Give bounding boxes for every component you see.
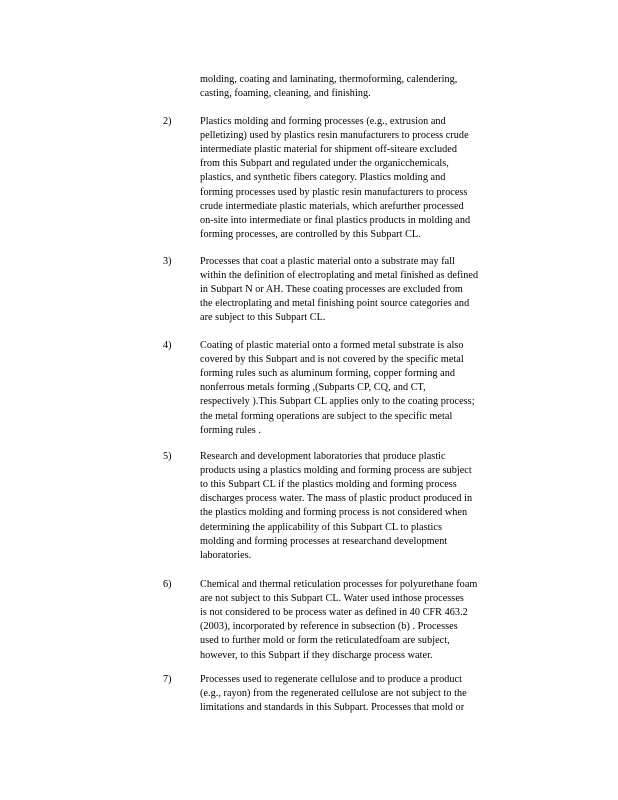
paragraph-line: the electroplating and metal finishing point source categories and <box>200 298 470 310</box>
paragraph-line: casting, foaming, cleaning, and finishing. <box>200 88 371 100</box>
list-item-number: 2) <box>163 116 172 127</box>
paragraph-line: from this Subpart and regulated under the organicchemicals, <box>200 158 449 170</box>
paragraph-line: Processes used to regenerate cellulose and to produce a product <box>200 674 462 685</box>
paragraph-line: crude intermediate plastic materials, which arefurther processed <box>200 200 464 212</box>
paragraph-line: within the definition of electroplating and metal finished as defined <box>200 270 479 282</box>
paragraph-line: the plastics molding and forming process is not considered when <box>200 507 468 519</box>
paragraph-line: is not considered to be process water as defined in 40 CFR 463.2 <box>200 607 468 619</box>
paragraph-line: are not subject to this Subpart CL. Water used inthose processes <box>200 593 464 605</box>
paragraph-line: molding and forming processes at researchand development <box>200 535 448 547</box>
paragraph-line: Processes that coat a plastic material onto a substrate may fall <box>200 256 455 267</box>
paragraph-line: the metal forming operations are subject to the specific metal <box>200 410 453 422</box>
paragraph-line: determining the applicability of this Subpart CL to plastics <box>200 521 442 533</box>
paragraph-line: forming processes, are controlled by this Subpart CL. <box>200 228 421 240</box>
paragraph-line: forming processes used by plastic resin manufacturers to process <box>200 186 468 198</box>
paragraph-line: covered by this Subpart and is not covered by the specific metal <box>200 354 464 366</box>
paragraph-line: in Subpart N or AH. These coating processes are excluded from <box>200 284 463 296</box>
paragraph-line: Plastics molding and forming processes (e.g., extrusion and <box>200 116 446 127</box>
paragraph-line: Chemical and thermal reticulation processes for polyurethane foam <box>200 579 478 590</box>
paragraph-line: Coating of plastic material onto a formed metal substrate is also <box>200 340 464 351</box>
paragraph-line: laboratories. <box>200 549 252 561</box>
paragraph-line: plastics, and synthetic fibers category. Plastics molding and <box>200 172 446 184</box>
paragraph-line: products using a plastics molding and forming process are subject <box>200 465 472 477</box>
paragraph-line: (e.g., rayon) from the regenerated cellulose are not subject to the <box>200 688 467 700</box>
paragraph-line: limitations and standards in this Subpart. Processes that mold or <box>200 702 465 714</box>
paragraph-line: nonferrous metals forming ,(Subparts CP, CQ, and CT, <box>200 382 426 394</box>
paragraph-line: to this Subpart CL if the plastics molding and forming process <box>200 479 457 491</box>
list-item-number: 3) <box>163 256 172 267</box>
list-item-number: 5) <box>163 451 172 462</box>
paragraph-line: discharges process water. The mass of plastic product produced in <box>200 493 473 505</box>
paragraph-line: are subject to this Subpart CL. <box>200 312 326 324</box>
paragraph-line: pelletizing) used by plastics resin manufacturers to process crude <box>200 130 469 142</box>
paragraph-line: (2003), incorporated by reference in subsection (b) . Processes <box>200 621 458 633</box>
paragraph-line: on-site into intermediate or final plastics products in molding and <box>200 214 471 226</box>
paragraph-line: Research and development laboratories that produce plastic <box>200 451 446 462</box>
paragraph-line: used to further mold or form the reticulatedfoam are subject, <box>200 635 450 647</box>
paragraph-line: intermediate plastic material for shipment off-siteare excluded <box>200 144 457 156</box>
paragraph-line: respectively ).This Subpart CL applies only to the coating process; <box>200 396 475 408</box>
paragraph-line: molding, coating and laminating, thermoforming, calendering, <box>200 74 458 85</box>
list-item-number: 7) <box>163 674 172 685</box>
paragraph-line: forming rules . <box>200 424 262 436</box>
list-item-number: 6) <box>163 579 172 590</box>
paragraph-line: forming rules such as aluminum forming, copper forming and <box>200 368 455 380</box>
list-item-number: 4) <box>163 340 172 351</box>
paragraph-line: however, to this Subpart if they discharge process water. <box>200 649 433 661</box>
